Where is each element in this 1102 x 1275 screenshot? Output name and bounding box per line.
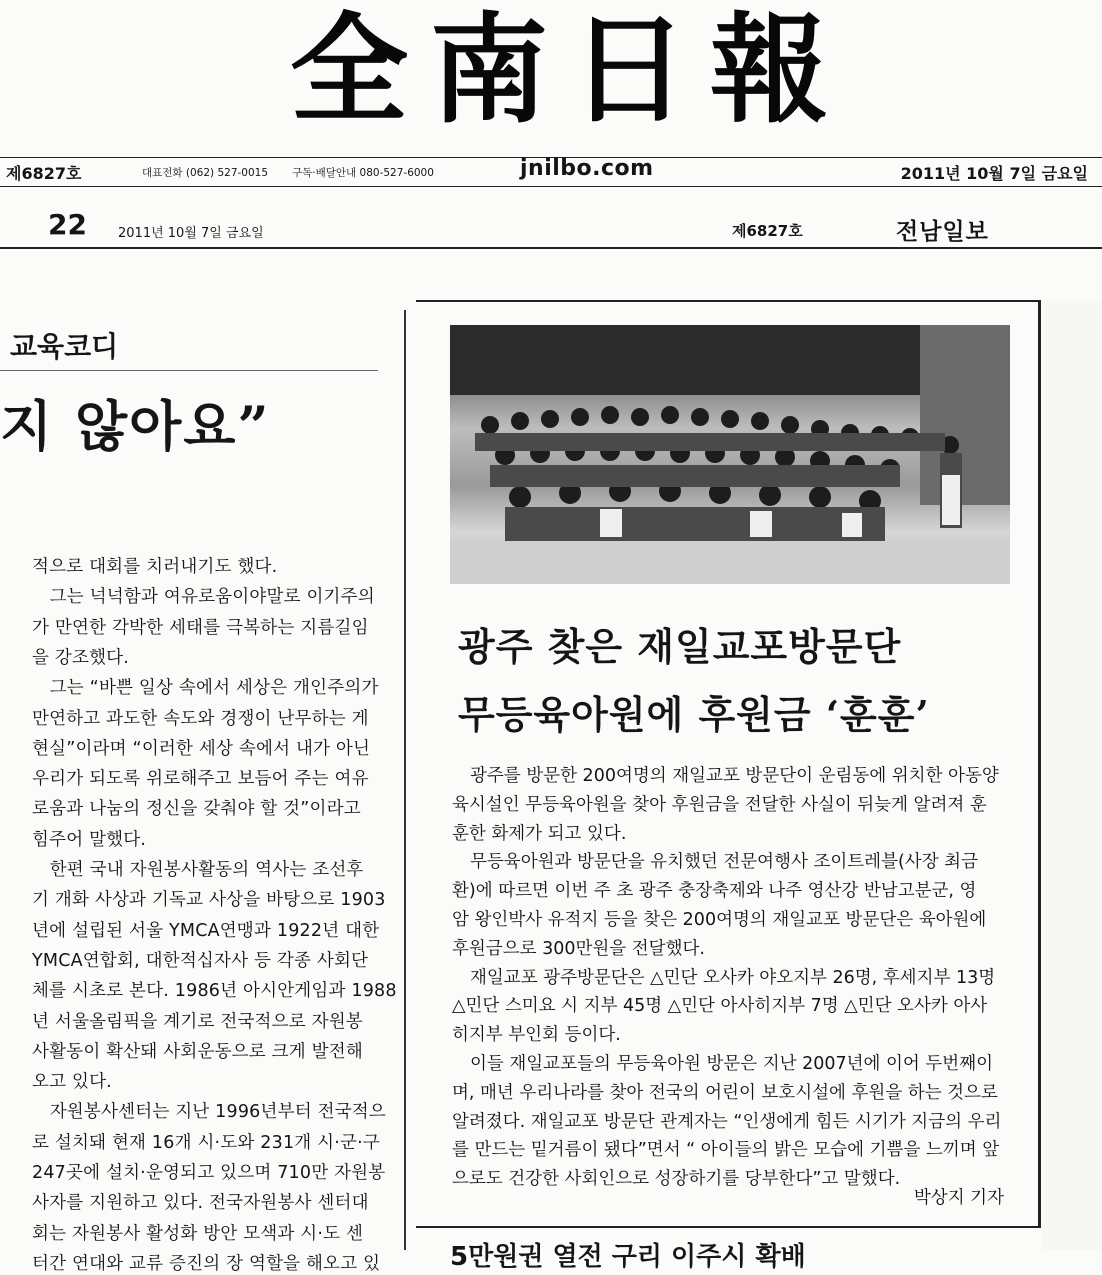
paper-name: 전남일보 (896, 219, 989, 245)
left-body-line: 을 강조했다. (32, 647, 130, 668)
left-body-line: 만연하고 과도한 속도와 경쟁이 난무하는 게 (32, 708, 369, 729)
phone-info: 대표전화 (062) 527-0015 (142, 167, 269, 179)
article-body-line: 환)에 따르면 이번 주 초 광주 충장축제와 나주 영산강 반남고분군, 영 (452, 881, 977, 902)
divider (0, 186, 1102, 187)
left-body-line: 자원봉사센터는 지난 1996년부터 전국적으 (32, 1102, 387, 1123)
issue-date: 2011년 10월 7일 금요일 (900, 164, 1088, 183)
article-body-line: 히지부 부인회 등이다. (452, 1025, 621, 1046)
left-body-line: 터간 연대와 교류 증진의 장 역할을 해오고 있 (32, 1253, 381, 1274)
left-body-line: 그는 넉넉함과 여유로움이야말로 이기주의 (32, 587, 375, 608)
left-headline: 지 않아요” (0, 394, 271, 458)
page-issue-number: 제6827호 (732, 222, 803, 240)
left-body-line: YMCA연합회, 대한적십자사 등 각종 사회단 (32, 950, 369, 971)
article-body-line: △민단 스미요 시 지부 45명 △민단 아사히지부 7명 △민단 오사카 아사 (452, 996, 988, 1017)
right-margin (1042, 300, 1102, 1250)
left-body-line: 년에 설립된 서울 YMCA연맹과 1922년 대한 (32, 920, 380, 941)
article-title-line-2: 무등육아원에 후원금 ‘훈훈’ (458, 692, 930, 737)
article-body-line: 재일교포 광주방문단은 △민단 오사카 야오지부 26명, 후세지부 13명 (470, 967, 996, 988)
group-photo-image (450, 325, 1010, 584)
left-body-line: 가 만연한 각박한 세태를 극복하는 지름길임 (32, 617, 369, 638)
article-body-line: 이들 재일교포들의 무등육아원 방문은 지난 2007년에 이어 두번째이 (470, 1054, 994, 1074)
article-title-line-1: 광주 찾은 재일교포방문단 (458, 624, 902, 669)
article-body-line: 를 만드는 밑거름이 됐다”면서 “ 아이들의 밝은 모습에 기쁨을 느끼며 앞 (452, 1140, 1000, 1161)
divider (0, 247, 1102, 249)
section-label: 교육코디 (10, 330, 119, 363)
left-body-line: 체를 시초로 본다. 1986년 아시안게임과 1988 (32, 981, 397, 1002)
left-body-line: 사활동이 확산돼 사회운동으로 크게 발전해 (32, 1041, 363, 1062)
article-body-line: 며, 매년 우리나라를 찾아 전국의 어린이 보호시설에 후원을 하는 것으로 (452, 1082, 998, 1103)
next-article-headline: 5만원권 열전 구리 이주시 확배 (450, 1242, 806, 1272)
group-photo (450, 325, 1010, 584)
article-byline: 박상지 기자 (913, 1188, 1004, 1208)
delivery-info: 구독·배달안내 080-527-6000 (292, 167, 434, 179)
article-body-line: 암 왕인박사 유적지 등을 찾은 200여명의 재일교포 방문단은 육아원에 (452, 910, 987, 930)
left-body-line: 기 개화 사상과 기독교 사상을 바탕으로 1903 (32, 890, 386, 911)
masthead-info-bar (0, 152, 1102, 192)
page-header (0, 200, 1102, 250)
left-body-line: 오고 있다. (32, 1072, 112, 1093)
left-body-line: 로움과 나눔의 정신을 갖춰야 할 것”이라고 (32, 799, 361, 820)
article-body-line: 육시설인 무등육아원을 찾아 후원금을 전달한 사실이 뒤늦게 알려져 훈 (452, 794, 987, 815)
left-body-line: 회는 자원봉사 활성화 방안 모색과 시·도 센 (32, 1223, 364, 1244)
article-body-line: 훈한 화제가 되고 있다. (452, 823, 627, 844)
page-date: 2011년 10월 7일 금요일 (118, 226, 264, 241)
left-body-line: 한편 국내 자원봉사활동의 역사는 조선후 (32, 860, 364, 880)
left-body-line: 힘주어 말했다. (32, 829, 147, 850)
left-body-line: 현실”이라며 “이러한 세상 속에서 내가 아닌 (32, 738, 371, 759)
article-body-line: 으로도 건강한 사회인으로 성장하기를 당부한다”고 말했다. (452, 1169, 901, 1190)
article-body-line: 무등육아원과 방문단을 유치했던 전문여행사 조이트레블(사장 최금 (470, 852, 978, 873)
article-body-line: 후원금으로 300만원을 전달했다. (452, 938, 705, 959)
column-divider (404, 310, 406, 1250)
article-body-line: 알려졌다. 재일교포 방문단 관계자는 “인생에게 힘든 시기가 지금의 우리 (452, 1111, 1002, 1132)
masthead-title: 全南日報 (289, 0, 850, 139)
left-body-line: 로 설치돼 현재 16개 시·도와 231개 시·군·구 (32, 1132, 381, 1153)
article-body-line: 광주를 방문한 200여명의 재일교포 방문단이 운림동에 위치한 아동양 (470, 766, 999, 786)
left-body-line: 사자를 지원하고 있다. 전국자원봉사 센터대 (32, 1193, 369, 1214)
issue-number: 제6827호 (6, 164, 82, 183)
left-body-line: 247곳에 설치·운영되고 있으며 710만 자원봉 (32, 1163, 386, 1183)
website-link[interactable]: jnilbo.com (520, 156, 654, 181)
left-body-line: 적으로 대회를 치러내기도 했다. (32, 557, 278, 577)
left-body-line: 년 서울올림픽을 계기로 전국적으로 자원봉 (32, 1011, 363, 1032)
left-body-line: 그는 “바쁜 일상 속에서 세상은 개인주의가 (32, 678, 379, 699)
page-number: 22 (48, 208, 87, 241)
left-body-line: 우리가 되도록 위로해주고 보듬어 주는 여유 (32, 769, 369, 790)
divider (0, 370, 378, 371)
